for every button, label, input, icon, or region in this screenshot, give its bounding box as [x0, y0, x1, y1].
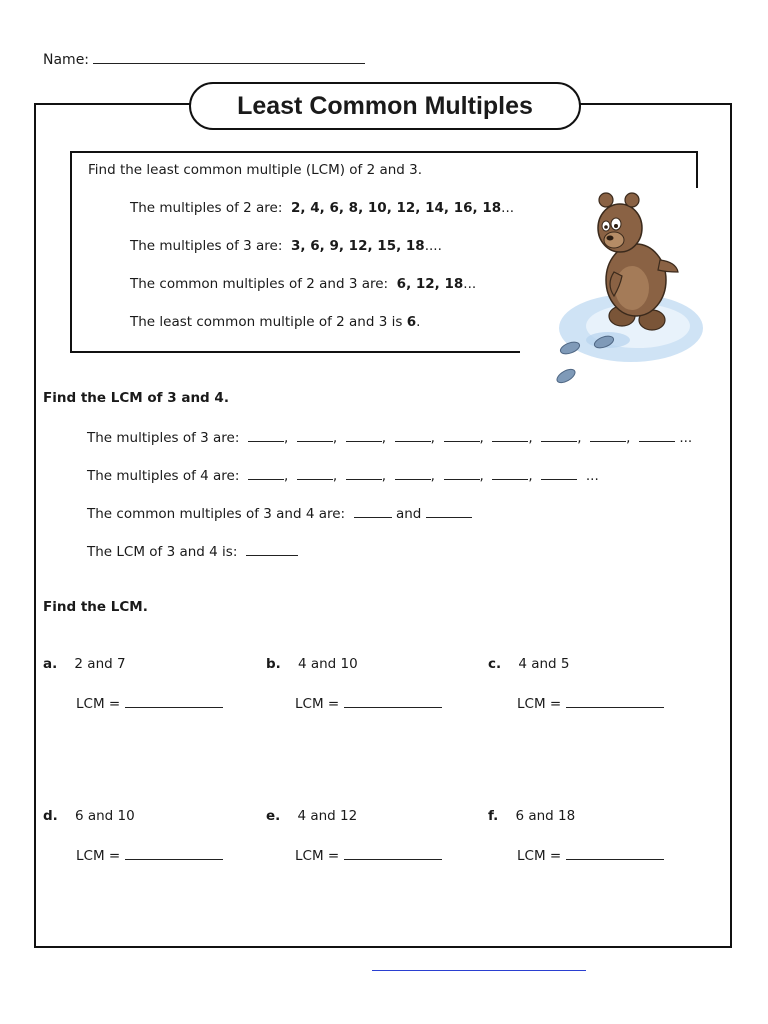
answer-blank[interactable]	[444, 466, 480, 480]
section1-heading	[43, 390, 229, 406]
problem-letter: c.	[488, 656, 502, 672]
problem-text: 6 and 10	[74, 808, 135, 824]
example-multiples-2	[130, 200, 514, 216]
problem-a-answer	[76, 694, 223, 712]
problem-d-answer	[76, 846, 223, 864]
problem-text: 2 and 7	[74, 656, 126, 672]
example-multiples-2-label: The multiples of 2 are:	[130, 200, 283, 216]
problem-text: 4 and 5	[518, 656, 570, 672]
answer-blank[interactable]	[590, 428, 626, 442]
problem-letter: f.	[488, 808, 499, 824]
lcm-label: LCM =	[76, 848, 121, 864]
problem-letter: b.	[266, 656, 281, 672]
answer-blank[interactable]	[354, 504, 392, 518]
answer-blank[interactable]	[492, 428, 528, 442]
lcm-label: LCM =	[76, 696, 121, 712]
lcm-label: LCM =	[295, 696, 340, 712]
answer-blank[interactable]	[395, 428, 431, 442]
problem-letter: d.	[43, 808, 58, 824]
answer-blank[interactable]	[344, 694, 442, 708]
answer-blank[interactable]	[639, 428, 675, 442]
section1-heading-text: Find the LCM of 3 and 4	[43, 390, 224, 406]
example-multiples-3-values: 3, 6, 9, 12, 15, 18	[291, 238, 425, 254]
answer-blank[interactable]	[426, 504, 472, 518]
problem-e-answer	[295, 846, 442, 864]
problem-b	[266, 656, 358, 672]
problem-f	[488, 808, 575, 824]
section1-common-label: The common multiples of 3 and 4 are:	[87, 506, 346, 522]
section2-heading	[43, 599, 148, 615]
section1-multiples-3: The multiples of 3 are: , , , , , , , , ...	[87, 430, 693, 446]
example-multiples-3-label: The multiples of 3 are:	[130, 238, 283, 254]
problem-d	[43, 808, 135, 824]
example-multiples-2-tail: ...	[501, 200, 515, 216]
example-least-tail: .	[416, 314, 421, 330]
problem-b-answer	[295, 694, 442, 712]
lcm-label: LCM =	[517, 696, 562, 712]
answer-blank[interactable]	[248, 428, 284, 442]
answer-blank[interactable]	[125, 846, 223, 860]
problem-e	[266, 808, 357, 824]
problem-text: 4 and 12	[297, 808, 358, 824]
page-title-text: Least Common Multiples	[237, 91, 533, 120]
example-multiples-2-values: 2, 4, 6, 8, 10, 12, 14, 16, 18	[291, 200, 502, 216]
answer-blank[interactable]	[541, 466, 577, 480]
answer-blank[interactable]	[395, 466, 431, 480]
example-least	[130, 314, 420, 330]
lcm-label: LCM =	[517, 848, 562, 864]
name-blank[interactable]	[93, 50, 365, 64]
answer-blank[interactable]	[297, 466, 333, 480]
answer-blank[interactable]	[346, 428, 382, 442]
section1-lcm	[87, 542, 298, 560]
section2-heading-text: Find the LCM	[43, 599, 143, 615]
page-title	[189, 82, 581, 130]
problem-text: 6 and 18	[515, 808, 576, 824]
section2-heading-tail: .	[142, 599, 148, 615]
problem-text: 4 and 10	[297, 656, 358, 672]
section1-multiples-3-label: The multiples of 3 are:	[87, 430, 240, 446]
answer-blank[interactable]	[444, 428, 480, 442]
example-prompt: Find the least common multiple (LCM) of 2 and 3.	[88, 162, 423, 178]
problem-c	[488, 656, 569, 672]
problem-c-answer	[517, 694, 664, 712]
example-common-tail: ...	[463, 276, 477, 292]
name-field[interactable]	[43, 50, 365, 68]
bear-on-ice-illustration	[536, 180, 706, 395]
section1-multiples-4: The multiples of 4 are: , , , , , , ...	[87, 468, 599, 484]
answer-blank[interactable]	[492, 466, 528, 480]
answer-blank[interactable]	[566, 846, 664, 860]
answer-blank[interactable]	[297, 428, 333, 442]
example-multiples-3	[130, 238, 442, 254]
section1-multiples-4-label: The multiples of 4 are:	[87, 468, 240, 484]
section1-heading-tail: .	[223, 390, 229, 406]
answer-blank[interactable]	[344, 846, 442, 860]
lcm-label: LCM =	[295, 848, 340, 864]
example-multiples-3-tail: ....	[424, 238, 442, 254]
answer-blank[interactable]	[566, 694, 664, 708]
answer-blank[interactable]	[248, 466, 284, 480]
problem-a	[43, 656, 126, 672]
example-common-values: 6, 12, 18	[396, 276, 464, 292]
problem-letter: a.	[43, 656, 58, 672]
name-label: Name:	[43, 52, 90, 68]
answer-blank[interactable]	[246, 542, 298, 556]
example-least-value: 6	[406, 314, 417, 330]
example-least-label: The least common multiple of 2 and 3 is	[130, 314, 403, 330]
problem-f-answer	[517, 846, 664, 864]
answer-blank[interactable]	[346, 466, 382, 480]
example-common-label: The common multiples of 2 and 3 are:	[130, 276, 389, 292]
problem-letter: e.	[266, 808, 281, 824]
section1-common-joiner: and	[395, 506, 422, 522]
ellipsis: ...	[585, 468, 599, 484]
ellipsis: ...	[679, 430, 693, 446]
answer-blank[interactable]	[541, 428, 577, 442]
example-common	[130, 276, 476, 292]
answer-blank[interactable]	[125, 694, 223, 708]
section1-common	[87, 504, 472, 522]
footer-link[interactable]	[372, 970, 586, 971]
section1-lcm-label: The LCM of 3 and 4 is:	[87, 544, 238, 560]
